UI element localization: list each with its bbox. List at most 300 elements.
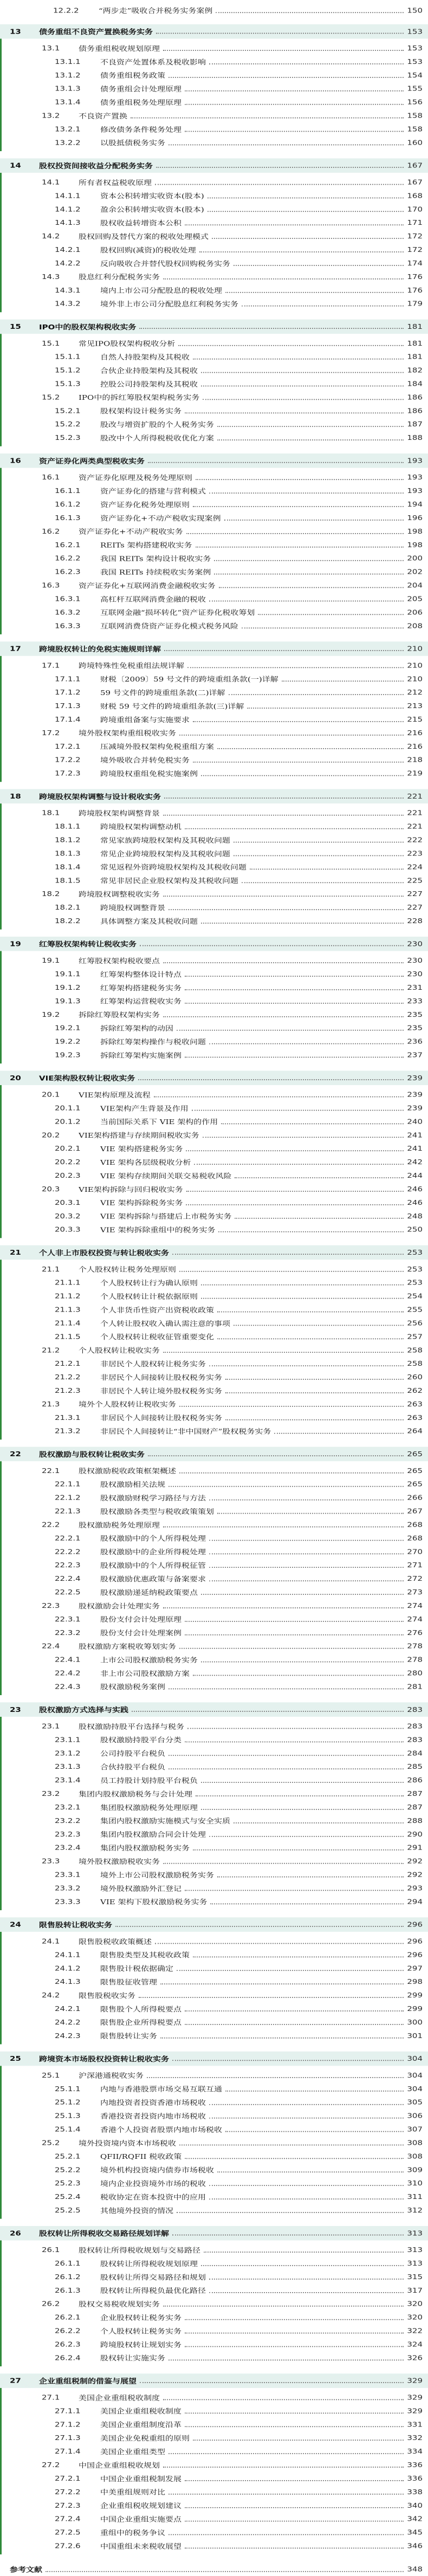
subsection-title: 限售股类型及其税收政策 xyxy=(100,1951,190,1959)
subsection-page-number: 198 xyxy=(407,541,423,549)
subsection-row[interactable] xyxy=(2,2404,428,2418)
leader-dots xyxy=(186,533,404,534)
subsection-page-number: 156 xyxy=(407,98,423,106)
subsection-row[interactable] xyxy=(2,1289,428,1303)
subsection-row[interactable] xyxy=(2,1948,428,1962)
section-row[interactable] xyxy=(2,1935,428,1948)
section-page-number: 186 xyxy=(407,393,423,401)
subsection-row[interactable] xyxy=(2,565,428,579)
section-title: 债务重组税收规划原理 xyxy=(79,44,160,53)
subsection-page-number: 338 xyxy=(407,2488,423,2496)
section-row[interactable] xyxy=(2,579,428,592)
section-page-number: 230 xyxy=(407,956,423,965)
subsection-row[interactable] xyxy=(2,2095,428,2109)
subsection-title: VIE 架构存续期间关联交易税收风险 xyxy=(100,1171,232,1180)
leader-dots xyxy=(192,1110,404,1111)
subsection-row[interactable] xyxy=(2,2029,428,2042)
subsection-row[interactable] xyxy=(2,2015,428,2029)
subsection-number: 17.2.2 xyxy=(55,756,81,764)
section-title: 股权激励会计处理实务 xyxy=(79,1601,160,1610)
section-row[interactable] xyxy=(2,1128,428,1142)
subsection-row[interactable] xyxy=(2,1035,428,1048)
subsection-number: 27.1.3 xyxy=(55,2434,81,2442)
subsection-row[interactable] xyxy=(2,1680,428,1693)
section-page-number: 253 xyxy=(407,1265,423,1274)
subsection-row[interactable] xyxy=(2,1424,428,1438)
subsection-row[interactable] xyxy=(2,860,428,874)
subsection-page-number: 307 xyxy=(407,2125,423,2133)
subsection-row[interactable] xyxy=(2,1276,428,1289)
subsection-title: 盈余公积转增实收资本(股本) xyxy=(100,205,204,214)
subsection-page-number: 315 xyxy=(407,2273,423,2281)
subsection-row[interactable] xyxy=(2,1975,428,1989)
subsection-number: 13.2.2 xyxy=(55,138,81,147)
subsection-row[interactable] xyxy=(2,1048,428,1062)
subsection-page-number: 271 xyxy=(407,1561,423,1569)
subsection-number: 26.1.3 xyxy=(55,2286,81,2295)
chapter-section xyxy=(0,1447,428,1695)
subsection-title: 非居民个人转让境外股权税务实务 xyxy=(100,1386,223,1395)
leader-dots xyxy=(199,251,404,252)
subsection-row[interactable] xyxy=(2,1572,428,1585)
leader-dots xyxy=(185,2521,404,2522)
subsection-page-number: 266 xyxy=(407,1494,423,1502)
subsection-page-number: 296 xyxy=(407,1950,423,1959)
subsection-row[interactable] xyxy=(2,753,428,767)
section-row[interactable] xyxy=(2,1262,428,1276)
subsection-row[interactable] xyxy=(2,967,428,981)
chapter-heading[interactable] xyxy=(0,320,428,334)
subsection-row[interactable] xyxy=(2,2082,428,2095)
subsection-title: 美国企业重组制度沿革 xyxy=(100,2421,182,2429)
subsection-row[interactable] xyxy=(2,1841,428,1854)
subsection-row[interactable] xyxy=(2,699,428,712)
subsection-row[interactable] xyxy=(2,1156,428,1169)
subsection-page-number: 308 xyxy=(407,2152,423,2160)
subsection-page-number: 174 xyxy=(407,259,423,268)
subsection-title: 限售股个人所得税要点 xyxy=(100,2004,182,2013)
subsection-row[interactable] xyxy=(2,847,428,860)
subsection-page-number: 221 xyxy=(407,822,423,830)
section-row[interactable] xyxy=(2,270,428,283)
section-row[interactable] xyxy=(2,109,428,122)
subsection-row[interactable] xyxy=(2,1101,428,1115)
subsection-row[interactable] xyxy=(2,833,428,847)
subsection-row[interactable] xyxy=(2,2499,428,2512)
subsection-page-number: 284 xyxy=(407,1749,423,1757)
subsection-row[interactable] xyxy=(2,1357,428,1371)
subsection-row[interactable] xyxy=(2,2203,428,2217)
subsection-page-number: 283 xyxy=(407,1735,423,1744)
subsection-row[interactable] xyxy=(2,1532,428,1545)
subsection-row[interactable] xyxy=(2,497,428,511)
leader-dots xyxy=(209,2118,404,2119)
subsection-row[interactable] xyxy=(2,1895,428,1909)
subsection-page-number: 262 xyxy=(407,1386,423,1395)
section-row[interactable] xyxy=(2,2136,428,2150)
subsection-row[interactable] xyxy=(2,2338,428,2351)
subsection-row[interactable] xyxy=(2,2150,428,2163)
section-row[interactable] xyxy=(2,953,428,967)
subsection-row[interactable] xyxy=(2,2163,428,2177)
subsection-row[interactable] xyxy=(2,820,428,833)
section-row[interactable] xyxy=(2,887,428,901)
subsection-row[interactable] xyxy=(2,1747,428,1760)
section-row[interactable] xyxy=(2,2391,428,2404)
subsection-row[interactable] xyxy=(2,538,428,551)
subsection-row[interactable] xyxy=(2,1881,428,1895)
subsection-row[interactable] xyxy=(2,283,428,297)
section-number: 22.3 xyxy=(42,1601,60,1610)
subsection-title: 境外机构投资境内债券市场税收 xyxy=(100,2166,215,2175)
subsection-row[interactable] xyxy=(2,122,428,136)
subsection-title: 内地与香港股票市场交易互联互通 xyxy=(100,2085,223,2093)
subsection-row[interactable] xyxy=(2,1477,428,1491)
section-number: 26.2 xyxy=(42,2300,60,2308)
subsection-row[interactable] xyxy=(2,2190,428,2203)
leader-dots xyxy=(193,1957,404,1958)
subsection-row[interactable] xyxy=(2,1733,428,1747)
subsection-number: 23.1.1 xyxy=(55,1735,81,1744)
subsection-row[interactable] xyxy=(2,1504,428,1518)
chapter-heading[interactable] xyxy=(0,453,428,468)
subsection-row[interactable] xyxy=(2,2445,428,2458)
subsection-row[interactable] xyxy=(2,189,428,203)
subsection-row[interactable] xyxy=(2,2123,428,2136)
subsection-page-number: 317 xyxy=(407,2286,423,2295)
leader-dots xyxy=(185,828,404,829)
subsection-number: 23.2.1 xyxy=(55,1803,81,1812)
subsection-row[interactable] xyxy=(2,672,428,686)
subsection-row[interactable] xyxy=(2,712,428,726)
section-number: 23.3 xyxy=(42,1857,60,1865)
subsection-row[interactable] xyxy=(2,2431,428,2445)
subsection-number: 25.2.5 xyxy=(55,2206,81,2215)
section-row[interactable] xyxy=(2,1008,428,1021)
subsection-row[interactable] xyxy=(2,994,428,1008)
chapter-entries xyxy=(0,468,428,634)
section-number: 22.4 xyxy=(42,1642,60,1650)
subsection-page-number: 288 xyxy=(407,1816,423,1825)
subsection-row[interactable] xyxy=(2,592,428,606)
subsection-row[interactable] xyxy=(2,2002,428,2015)
subsection-number: 18.1.3 xyxy=(55,849,81,858)
subsection-row[interactable] xyxy=(2,1411,428,1424)
subsection-row[interactable] xyxy=(2,2283,428,2297)
leader-dots xyxy=(209,2198,404,2199)
subsection-title: 股权激励相关法规 xyxy=(100,1480,166,1489)
subsection-row[interactable] xyxy=(2,2512,428,2526)
section-row[interactable] xyxy=(2,1518,428,1532)
subsection-row[interactable] xyxy=(2,1384,428,1397)
subsection-row[interactable] xyxy=(2,1142,428,1156)
subsection-row[interactable] xyxy=(2,739,428,753)
section-row[interactable] xyxy=(2,659,428,672)
subsection-title: 股权收益转增资本公积 xyxy=(100,219,182,227)
chapter-page-number: 153 xyxy=(407,27,423,36)
leader-dots xyxy=(234,855,404,856)
subsection-number: 19.2.2 xyxy=(55,1037,81,1046)
subsection-row[interactable] xyxy=(2,2526,428,2539)
subsection-row[interactable] xyxy=(2,1491,428,1504)
subsection-row[interactable] xyxy=(2,1962,428,1975)
section-row[interactable] xyxy=(2,176,428,189)
subsection-row[interactable] xyxy=(2,1196,428,1209)
subsection-row[interactable] xyxy=(2,1559,428,1572)
subsection-row[interactable] xyxy=(2,418,428,431)
subsection-title: 互联网金融“损坏转化”资产证券化税收筹划 xyxy=(100,608,255,617)
subsection-page-number: 306 xyxy=(407,2112,423,2120)
chapter-heading[interactable] xyxy=(0,1447,428,1462)
section-row[interactable] xyxy=(2,471,428,484)
toc-entry-row[interactable] xyxy=(0,4,428,17)
leader-dots xyxy=(234,265,404,266)
subsection-row[interactable] xyxy=(2,2270,428,2283)
subsection-row[interactable] xyxy=(2,2418,428,2431)
subsection-row[interactable] xyxy=(2,1370,428,1384)
leader-dots xyxy=(225,292,404,293)
subsection-title: 常见返程外资跨境股权架构及其税收问题 xyxy=(100,863,247,872)
section-row[interactable] xyxy=(2,1464,428,1477)
section-row[interactable] xyxy=(2,391,428,404)
leader-dots xyxy=(201,386,404,387)
subsection-row[interactable] xyxy=(2,1760,428,1774)
subsection-number: 24.2.1 xyxy=(55,2004,81,2013)
section-row[interactable] xyxy=(2,1344,428,1357)
chapter-heading[interactable] xyxy=(0,641,428,656)
toc-entry-number: 12.2.2 xyxy=(53,6,79,15)
subsection-number: 13.1.4 xyxy=(55,98,81,106)
section-page-number: 153 xyxy=(407,44,423,53)
subsection-row[interactable] xyxy=(2,2539,428,2553)
subsection-number: 27.1.1 xyxy=(55,2406,81,2415)
subsection-row[interactable] xyxy=(2,256,428,270)
section-row[interactable] xyxy=(2,1639,428,1653)
leader-dots xyxy=(214,560,404,561)
chapter-heading[interactable] xyxy=(0,1702,428,1717)
subsection-row[interactable] xyxy=(2,606,428,619)
subsection-row[interactable] xyxy=(2,1316,428,1330)
leader-dots xyxy=(140,2382,404,2383)
leader-dots xyxy=(209,63,404,64)
subsection-row[interactable] xyxy=(2,1814,428,1827)
subsection-row[interactable] xyxy=(2,1223,428,1236)
section-row[interactable] xyxy=(2,336,428,350)
chapter-heading[interactable] xyxy=(0,2226,428,2241)
subsection-row[interactable] xyxy=(2,686,428,699)
section-row[interactable] xyxy=(2,230,428,243)
section-row[interactable] xyxy=(2,524,428,538)
subsection-row[interactable] xyxy=(2,1545,428,1559)
subsection-number: 19.2.1 xyxy=(55,1024,81,1032)
chapter-title: IPO中的股权架构税收实务 xyxy=(39,322,137,331)
subsection-row[interactable] xyxy=(2,1303,428,1316)
leader-dots xyxy=(179,1271,404,1272)
subsection-number: 22.3.2 xyxy=(55,1628,81,1637)
subsection-row[interactable] xyxy=(2,981,428,994)
chapter-heading[interactable] xyxy=(0,1917,428,1932)
leader-dots xyxy=(163,50,404,51)
subsection-row[interactable] xyxy=(2,1774,428,1787)
subsection-title: 常见企业跨境股权架构及其税收问题 xyxy=(100,849,231,858)
subsection-page-number: 290 xyxy=(407,1830,423,1839)
subsection-row[interactable] xyxy=(2,2311,428,2324)
section-title: 资产证券化+互联网消费金融税收实务 xyxy=(79,581,216,590)
subsection-row[interactable] xyxy=(2,1585,428,1599)
subsection-row[interactable] xyxy=(2,2351,428,2365)
chapter-number: 16 xyxy=(10,456,21,465)
chapter-heading[interactable] xyxy=(0,1070,428,1085)
subsection-row[interactable] xyxy=(2,1330,428,1344)
subsection-row[interactable] xyxy=(2,2256,428,2270)
leader-dots xyxy=(179,2145,404,2146)
leader-dots xyxy=(225,1419,404,1420)
leader-dots xyxy=(186,1204,404,1205)
subsection-row[interactable] xyxy=(2,1169,428,1182)
subsection-number: 21.2.2 xyxy=(55,1373,81,1381)
references-row[interactable] xyxy=(0,2562,428,2576)
section-row[interactable] xyxy=(2,2297,428,2311)
subsection-row[interactable] xyxy=(2,767,428,780)
subsection-page-number: 246 xyxy=(407,1198,423,1207)
section-number: 14.3 xyxy=(42,272,60,281)
chapter-section xyxy=(0,1702,428,1910)
leader-dots xyxy=(177,1030,404,1031)
subsection-page-number: 300 xyxy=(407,2018,423,2027)
subsection-number: 22.3.1 xyxy=(55,1615,81,1624)
subsection-row[interactable] xyxy=(2,68,428,82)
subsection-number: 27.2.1 xyxy=(55,2474,81,2483)
subsection-row[interactable] xyxy=(2,874,428,887)
chapter-heading[interactable] xyxy=(0,158,428,173)
subsection-row[interactable] xyxy=(2,901,428,914)
chapter-number: 18 xyxy=(10,792,21,801)
subsection-row[interactable] xyxy=(2,2485,428,2499)
section-row[interactable] xyxy=(2,1854,428,1868)
subsection-row[interactable] xyxy=(2,350,428,364)
subsection-row[interactable] xyxy=(2,243,428,256)
subsection-page-number: 205 xyxy=(407,594,423,603)
section-row[interactable] xyxy=(2,726,428,739)
section-row[interactable] xyxy=(2,1088,428,1101)
leader-dots xyxy=(201,2265,404,2266)
section-row[interactable] xyxy=(2,806,428,820)
subsection-title: 股权激励中的企业所得税处理 xyxy=(100,1548,206,1556)
subsection-row[interactable] xyxy=(2,404,428,418)
subsection-row[interactable] xyxy=(2,297,428,310)
subsection-row[interactable] xyxy=(2,136,428,150)
chapter-page-number: 329 xyxy=(407,2377,423,2385)
subsection-row[interactable] xyxy=(2,1209,428,1223)
section-row[interactable] xyxy=(2,1988,428,2002)
section-page-number: 320 xyxy=(407,2300,423,2308)
section-row[interactable] xyxy=(2,1182,428,1196)
subsection-row[interactable] xyxy=(2,914,428,927)
leader-dots xyxy=(168,2360,404,2361)
subsection-row[interactable] xyxy=(2,1626,428,1639)
chapter-heading[interactable] xyxy=(0,2373,428,2388)
subsection-row[interactable] xyxy=(2,1021,428,1035)
subsection-row[interactable] xyxy=(2,95,428,109)
subsection-row[interactable] xyxy=(2,1800,428,1814)
subsection-row[interactable] xyxy=(2,1868,428,1881)
subsection-row[interactable] xyxy=(2,203,428,216)
subsection-row[interactable] xyxy=(2,1115,428,1128)
subsection-row[interactable] xyxy=(2,1612,428,1626)
leader-dots xyxy=(147,2077,404,2078)
subsection-row[interactable] xyxy=(2,82,428,95)
leader-dots xyxy=(204,2251,404,2253)
subsection-title: 具体调整方案及其税收问题 xyxy=(100,917,198,925)
subsection-row[interactable] xyxy=(2,364,428,377)
section-row[interactable] xyxy=(2,1599,428,1612)
section-page-number: 158 xyxy=(407,111,423,120)
subsection-row[interactable] xyxy=(2,1827,428,1841)
subsection-number: 19.1.2 xyxy=(55,983,81,992)
subsection-title: 美国企业重组税收制度 xyxy=(100,2407,182,2416)
section-row[interactable] xyxy=(2,1397,428,1411)
leader-dots xyxy=(185,90,404,92)
subsection-number: 23.1.2 xyxy=(55,1749,81,1757)
leader-dots xyxy=(132,1711,404,1712)
subsection-row[interactable] xyxy=(2,2109,428,2123)
leader-dots xyxy=(209,1540,404,1541)
leader-dots xyxy=(179,1406,404,1407)
subsection-number: 25.2.3 xyxy=(55,2179,81,2188)
subsection-page-number: 346 xyxy=(407,2541,423,2550)
subsection-row[interactable] xyxy=(2,2471,428,2485)
chapter-heading[interactable] xyxy=(0,24,428,39)
section-row[interactable] xyxy=(2,2458,428,2471)
section-row[interactable] xyxy=(2,2243,428,2256)
section-row[interactable] xyxy=(2,1720,428,1733)
subsection-row[interactable] xyxy=(2,551,428,565)
section-row[interactable] xyxy=(2,2068,428,2082)
leader-dots xyxy=(163,1016,404,1017)
subsection-row[interactable] xyxy=(2,1666,428,1680)
leader-dots xyxy=(201,1782,404,1783)
subsection-row[interactable] xyxy=(2,431,428,445)
section-number: 21.3 xyxy=(42,1400,60,1409)
subsection-row[interactable] xyxy=(2,1653,428,1666)
subsection-row[interactable] xyxy=(2,484,428,498)
subsection-page-number: 153 xyxy=(407,57,423,66)
chapter-heading[interactable] xyxy=(0,2052,428,2066)
section-row[interactable] xyxy=(2,41,428,55)
subsection-title: 跨境股权重组免税实施案例 xyxy=(100,769,198,778)
subsection-row[interactable] xyxy=(2,2177,428,2190)
chapter-title: VIE架构股权转让税收实务 xyxy=(39,1074,135,1082)
subsection-row[interactable] xyxy=(2,2324,428,2338)
subsection-number: 21.2.3 xyxy=(55,1386,81,1395)
subsection-row[interactable] xyxy=(2,55,428,68)
subsection-title: 跨境股权调整背景 xyxy=(100,903,166,912)
chapter-heading[interactable] xyxy=(0,937,428,951)
section-row[interactable] xyxy=(2,1787,428,1800)
chapter-heading[interactable] xyxy=(0,1245,428,1260)
subsection-row[interactable] xyxy=(2,619,428,633)
subsection-row[interactable] xyxy=(2,216,428,230)
subsection-title: 资本公积转增实收资本(股本) xyxy=(100,192,204,200)
chapter-heading[interactable] xyxy=(0,789,428,804)
leader-dots xyxy=(178,345,404,346)
chapter-section xyxy=(0,1070,428,1238)
subsection-title: 财税〔2009〕59 号文件的跨境重组条款(一)详解 xyxy=(100,675,278,683)
section-title: 跨境特殊性免税重组法规详解 xyxy=(79,661,185,670)
subsection-row[interactable] xyxy=(2,511,428,524)
subsection-row[interactable] xyxy=(2,377,428,391)
subsection-title: VIE 架构搭建税务实务 xyxy=(100,1145,183,1153)
